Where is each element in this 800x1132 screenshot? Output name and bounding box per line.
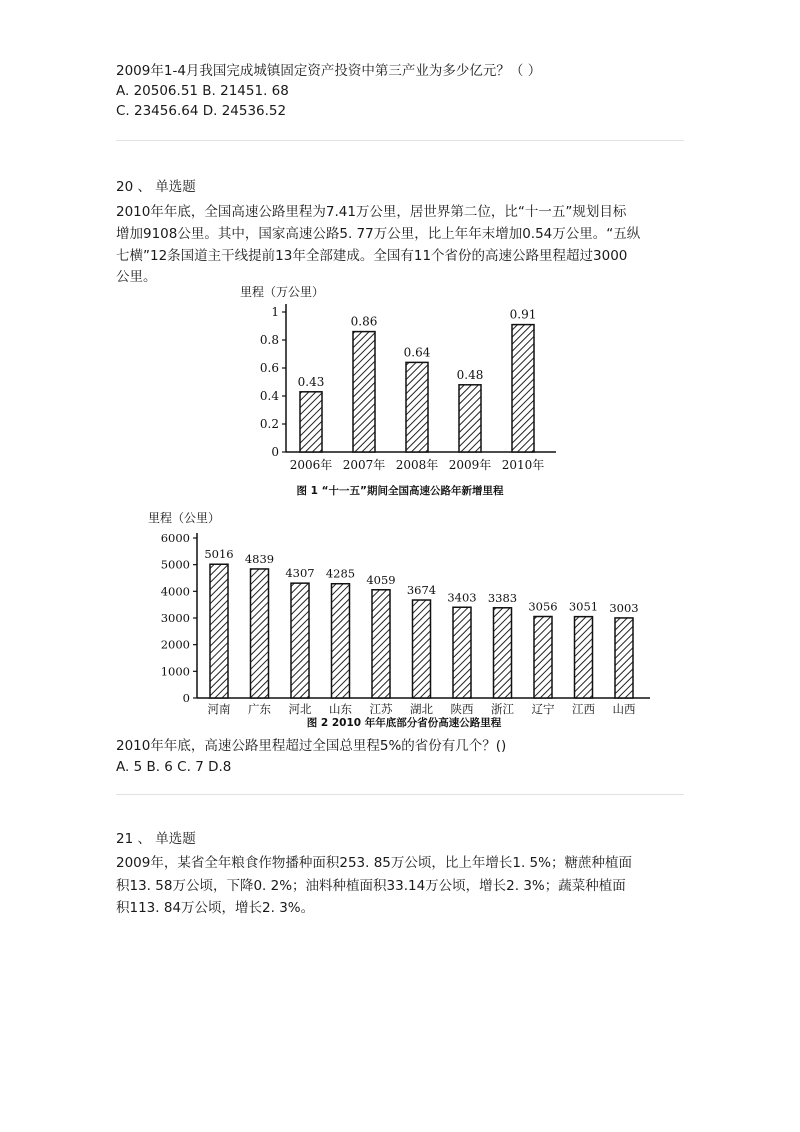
x-tick-label: 2009年: [448, 458, 492, 472]
x-tick-label: 2010年: [501, 458, 545, 472]
y-tick-label: 0: [271, 445, 279, 459]
figure2-caption: 图 2 2010 年年底部分省份高速公路里程: [306, 717, 502, 729]
q20-passage-line-2: 增加9108公里。其中，国家高速公路5. 77万公里，比上年年末增加0.54万公里。“五纵: [116, 226, 641, 242]
data-label: 3051: [568, 599, 599, 614]
x-tick-label: 山东: [329, 702, 352, 716]
bar-河北: [291, 583, 309, 698]
y-tick-label: 1000: [160, 664, 190, 679]
x-tick-label: 湖北: [410, 702, 433, 716]
x-tick-label: 河北: [288, 702, 312, 716]
data-label: 0.91: [509, 307, 537, 322]
bar-辽宁: [534, 617, 552, 698]
y-tick-label: 2000: [160, 637, 190, 652]
x-tick-label: 河南: [207, 702, 231, 716]
x-tick-label: 2008年: [395, 458, 439, 472]
y-tick-label: 1: [271, 305, 279, 319]
q19-question: 2009年1-4月我国完成城镇固定资产投资中第三产业为多少亿元？（ ）: [116, 63, 542, 79]
x-tick-label: 广东: [248, 702, 271, 716]
x-tick-label: 辽宁: [531, 702, 555, 716]
y-tick-label: 0.2: [259, 417, 279, 431]
x-tick-label: 山西: [612, 702, 636, 716]
data-label: 3403: [447, 590, 477, 605]
q20-options: A. 5 B. 6 C. 7 D.8: [116, 759, 232, 775]
bar-2006年: [300, 392, 322, 452]
x-tick-label: 浙江: [491, 702, 514, 716]
bar-2010年: [512, 325, 534, 452]
bar-浙江: [494, 608, 512, 698]
q20-question: 2010年年底，高速公路里程超过全国总里程5%的省份有几个？(): [116, 738, 507, 754]
x-tick-label: 2006年: [289, 458, 333, 472]
data-label: 0.86: [350, 314, 378, 329]
data-label: 4285: [325, 566, 356, 581]
bar-河南: [210, 564, 228, 698]
bar-山东: [332, 584, 350, 698]
q20-passage-line-1: 2010年年底，全国高速公路里程为7.41万公里，居世界第二位，比“十一五”规划目标: [116, 204, 627, 220]
bar-山西: [615, 618, 633, 698]
x-tick-label: 2007年: [342, 458, 386, 472]
q20-header: 20 、 单选题: [116, 179, 196, 195]
bar-2009年: [459, 385, 481, 452]
q21-passage-line-2: 积13. 58万公顷，下降0. 2%；油料种植面积33.14万公顷，增长2. 3%；蔬菜种植面: [116, 878, 626, 894]
q20-passage-line-3: 七横”12条国道主干线提前13年全部建成。全国有11个省份的高速公路里程超过3000: [116, 248, 628, 264]
y-tick-label: 4000: [160, 584, 190, 599]
bar-2007年: [353, 332, 375, 452]
data-label: 0.64: [403, 345, 431, 360]
data-label: 4839: [244, 551, 275, 566]
data-label: 5016: [204, 547, 234, 562]
q19-options-ab: A. 20506.51 B. 21451. 68: [116, 83, 289, 99]
data-label: 4307: [285, 566, 315, 581]
x-tick-label: 陕西: [450, 702, 474, 716]
data-label: 3003: [609, 600, 639, 615]
divider: [116, 794, 684, 795]
q21-passage-line-1: 2009年，某省全年粮食作物播种面积253. 85万公顷，比上年增长1. 5%；糖蔗种植面: [116, 855, 632, 871]
x-tick-label: 江苏: [369, 702, 393, 716]
q21-passage-line-3: 积113. 84万公顷，增长2. 3%。: [116, 900, 315, 916]
y-tick-label: 3000: [160, 611, 190, 625]
figure2-y-axis-label: 里程（公里）: [148, 511, 221, 525]
data-label: 3383: [487, 590, 518, 605]
data-label: 0.43: [297, 374, 325, 389]
bar-湖北: [413, 600, 431, 698]
q19-options-cd: C. 23456.64 D. 24536.52: [116, 103, 287, 119]
bar-陕西: [453, 607, 471, 698]
y-tick-label: 5000: [160, 557, 190, 572]
bar-江西: [575, 617, 593, 698]
bar-广东: [251, 569, 269, 698]
bar-江苏: [372, 590, 390, 698]
y-tick-label: 6000: [160, 531, 190, 545]
data-label: 0.48: [456, 367, 484, 382]
y-tick-label: 0.8: [259, 333, 279, 347]
figure1-y-axis-label: 里程（万公里）: [240, 285, 325, 299]
data-label: 3674: [406, 583, 437, 598]
q20-passage-line-4: 公里。: [116, 269, 157, 285]
x-tick-label: 江西: [572, 702, 595, 716]
y-tick-label: 0: [182, 691, 190, 705]
y-tick-label: 0.6: [259, 361, 279, 375]
figure1-caption: 图 1 “十一五”期间全国高速公路年新增里程: [296, 485, 504, 497]
data-label: 3056: [528, 599, 558, 614]
q21-header: 21 、 单选题: [116, 831, 196, 847]
bar-2008年: [406, 362, 428, 452]
data-label: 4059: [366, 572, 396, 587]
y-tick-label: 0.4: [259, 389, 279, 403]
figure2-bar-chart: [148, 511, 650, 729]
